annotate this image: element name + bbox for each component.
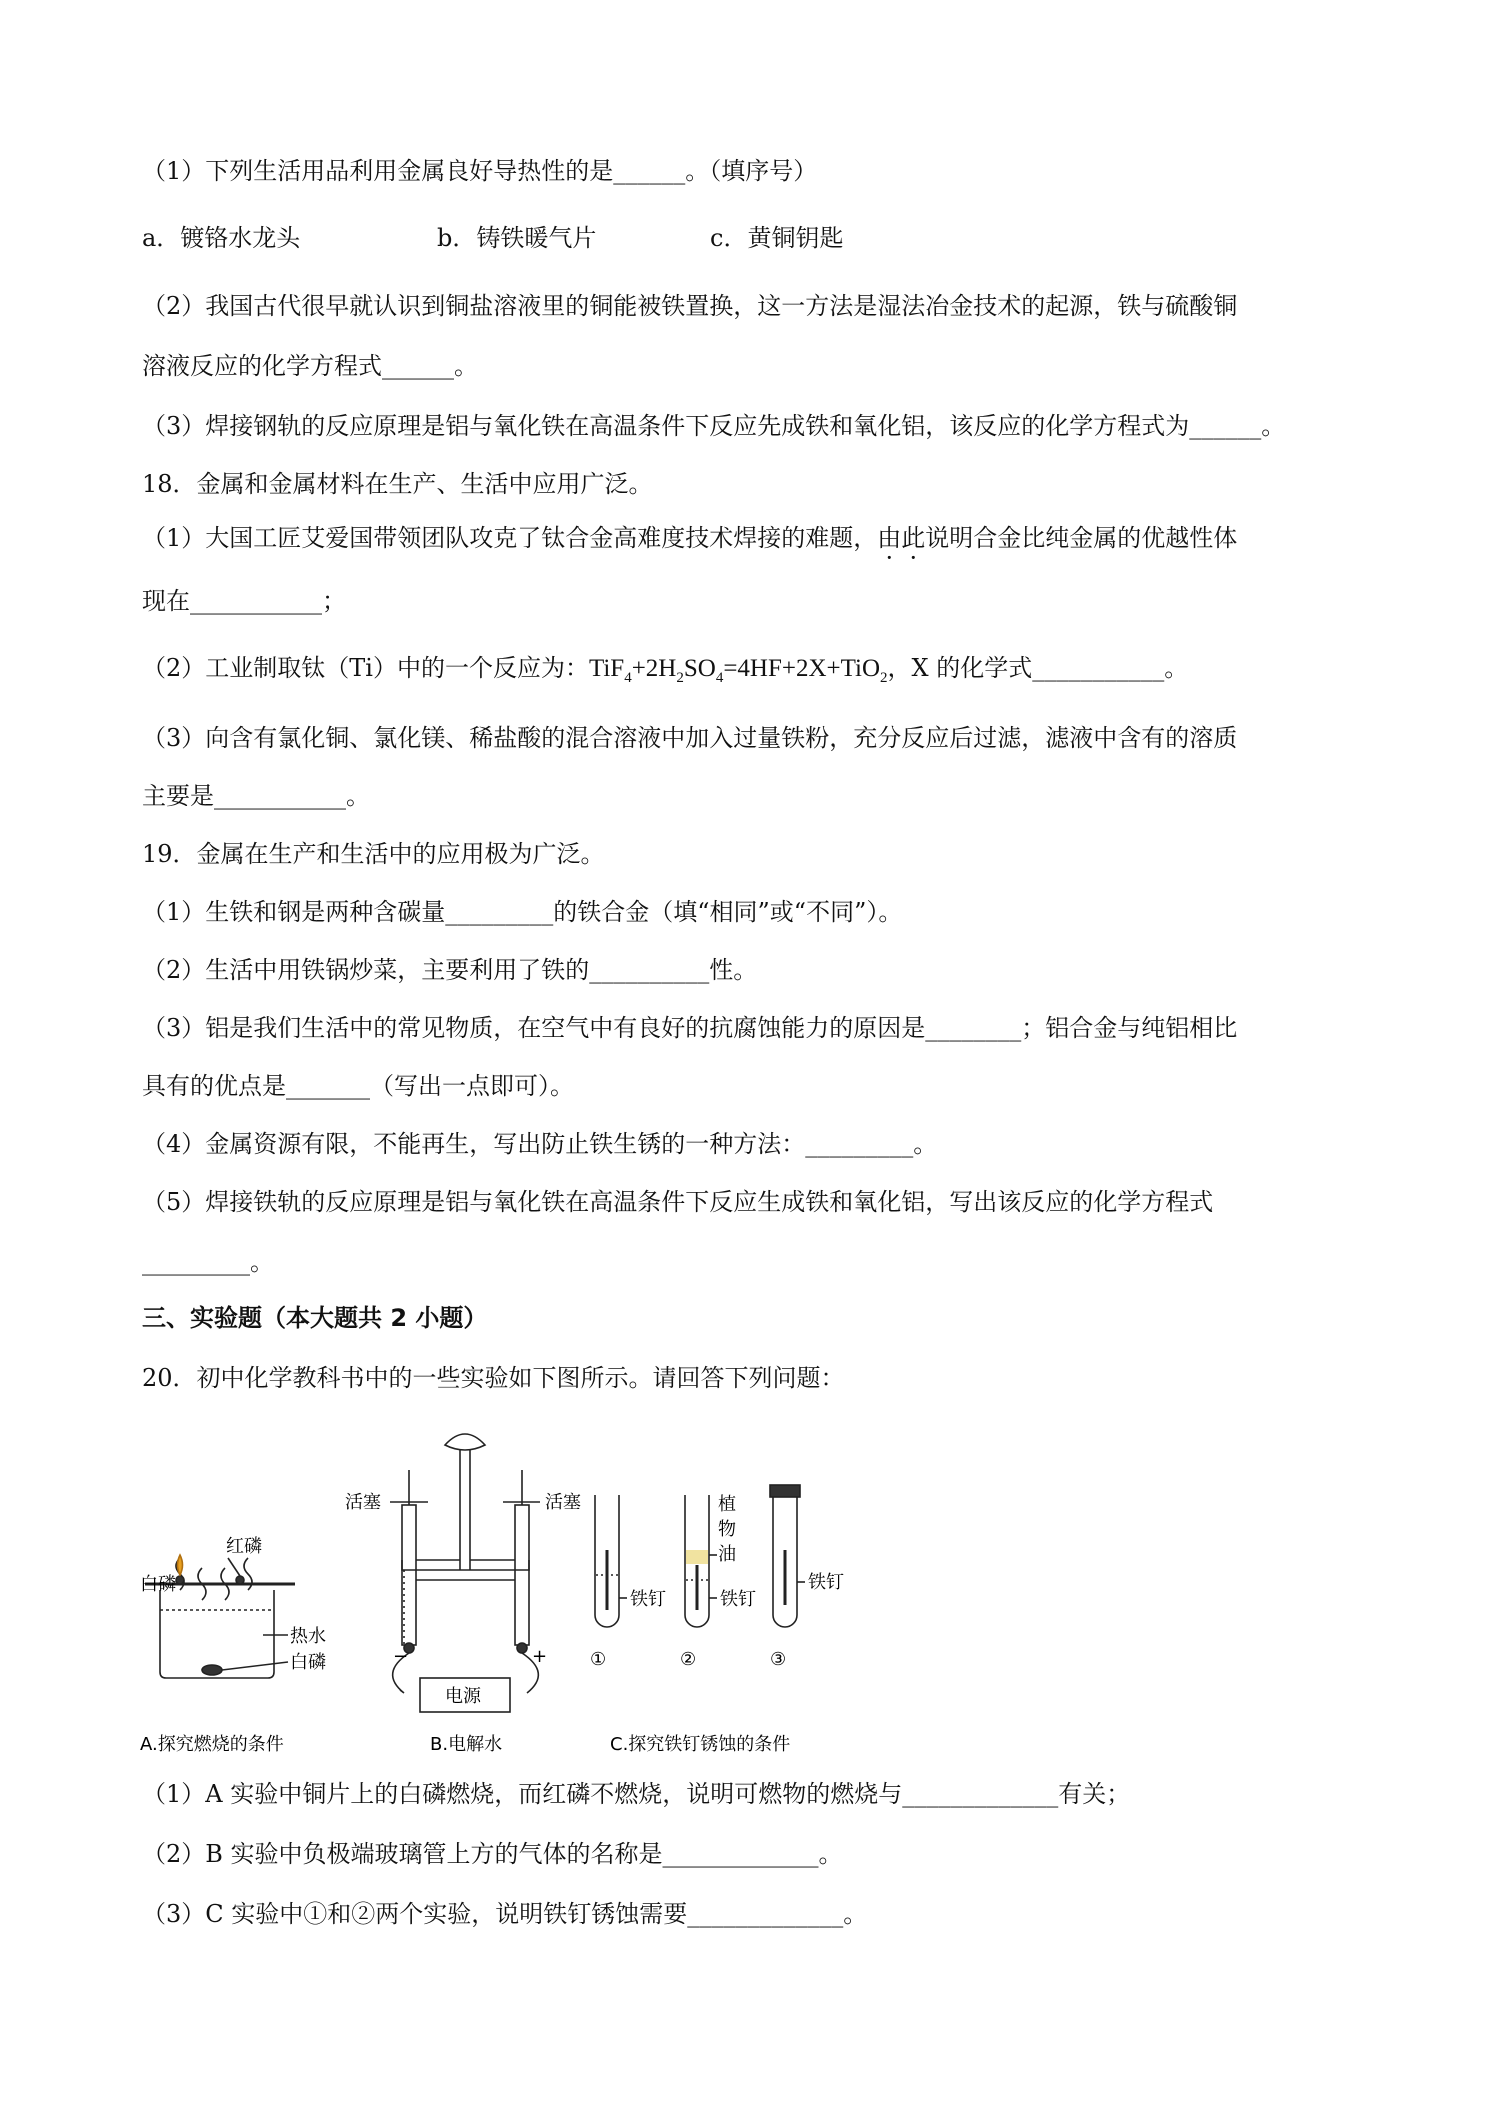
caption-c: C.探究铁钉锈蚀的条件 [610,1734,791,1755]
q18-1-line1 [142,522,1237,554]
label-nail-3: 铁钉 [808,1572,844,1593]
label-stopcock-left: 活塞 [345,1492,381,1513]
label-white-phosphorus-top: 白磷 [140,1574,176,1595]
q19-2-text: （2）生活中用铁锅炒菜，主要利用了铁的__________性。 [142,956,758,984]
label-positive: + [532,1646,548,1667]
q18-1-line2: 现在___________； [142,587,346,615]
q19-5-line1: （5）焊接铁轨的反应原理是铝与氧化铁在高温条件下反应生成铁和氧化铝，写出该反应的化学方程式 [142,1188,1214,1216]
q18-3-line2: 主要是___________。 [142,782,370,810]
reaction-formula: $TiF_4+2H_2SO_4=4HF+2X+TiO_2$ [588,655,888,686]
q18-2-post: ，X 的化学式___________。 [887,654,1189,682]
test-tubes [595,1485,805,1627]
q20-1-text: （1）A 实验中铜片上的白磷燃烧，而红磷不燃烧，说明可燃物的燃烧与_____________有关； [142,1780,1131,1808]
label-nail-2: 铁钉 [720,1589,756,1610]
label-oil-3: 油 [718,1544,736,1565]
caption-a: A.探究燃烧的条件 [140,1734,284,1755]
choice-b: b．铸铁暖气片 [437,224,597,252]
q19-3-line1: （3）铝是我们生活中的常见物质，在空气中有良好的抗腐蚀能力的原因是________；铝合金与纯铝相比 [142,1014,1238,1042]
q18-1-pre: （1）大国工匠艾爱国带领团队攻克了钛合金高难度技术焊接的难题， [142,524,878,552]
label-nail-1: 铁钉 [630,1589,666,1610]
q18-3-line1: （3）向含有氯化铜、氯化镁、稀盐酸的混合溶液中加入过量铁粉，充分反应后过滤，滤液中含有的溶质 [142,724,1238,752]
label-tube-3: ③ [770,1649,787,1670]
q18-2-pre: （2）工业制取钛（Ti）中的一个反应为： [142,654,589,682]
q17-1-text: （1）下列生活用品利用金属良好导热性的是______。（填序号） [142,157,818,185]
q19-4-text: （4）金属资源有限，不能再生，写出防止铁生锈的一种方法：_________。 [142,1130,938,1158]
q19-5-line2: _________。 [142,1248,274,1276]
label-oil-2: 物 [718,1519,736,1540]
choice-c: c．黄铜钥匙 [710,224,844,252]
q17-3-text: （3）焊接钢轨的反应原理是铝与氧化铁在高温条件下反应先成铁和氧化铝，该反应的化学方程式为______。 [142,412,1286,440]
label-tube-1: ① [590,1649,607,1670]
label-negative: − [393,1646,409,1667]
q20-3-text: （3）C 实验中①和②两个实验，说明铁钉锈蚀需要_____________。 [142,1900,868,1928]
label-red-phosphorus: 红磷 [226,1536,262,1557]
q19-3-line2: 具有的优点是_______（写出一点即可）。 [142,1072,574,1100]
caption-b: B.电解水 [430,1734,503,1755]
emphasis-char: 此 [901,524,926,552]
q18-stem: 18．金属和金属材料在生产、生活中应用广泛。 [142,470,653,498]
electrolysis-apparatus [140,1420,540,1712]
experiment-figure [140,1420,880,1760]
label-stopcock-right: 活塞 [545,1492,581,1513]
emphasis-char: 由 [877,524,902,552]
choice-a: a．镀铬水龙头 [142,224,301,252]
label-hot-water: 热水 [290,1626,326,1647]
q17-2-line1: （2）我国古代很早就认识到铜盐溶液里的铜能被铁置换，这一方法是湿法冶金技术的起源，铁与硫酸铜 [142,292,1238,320]
q18-1-post: 说明合金比纯金属的优越性体 [925,524,1238,552]
section-heading: 三、实验题（本大题共 2 小题） [142,1304,488,1332]
q20-2-text: （2）B 实验中负极端玻璃管上方的气体的名称是_____________。 [142,1840,843,1868]
q19-stem: 19．金属在生产和生活中的应用极为广泛。 [142,840,605,868]
label-tube-2: ② [680,1649,697,1670]
q18-2-line [142,652,1188,694]
label-power-source: 电源 [445,1686,481,1707]
q19-1-text: （1）生铁和钢是两种含碳量_________的铁合金（填“相同”或“不同”）。 [142,898,903,926]
label-white-phosphorus-bottom: 白磷 [290,1652,326,1673]
label-oil-1: 植 [718,1494,736,1515]
q17-2-line2: 溶液反应的化学方程式______。 [142,352,478,380]
q20-stem: 20．初中化学教科书中的一些实验如下图所示。请回答下列问题： [142,1364,845,1392]
